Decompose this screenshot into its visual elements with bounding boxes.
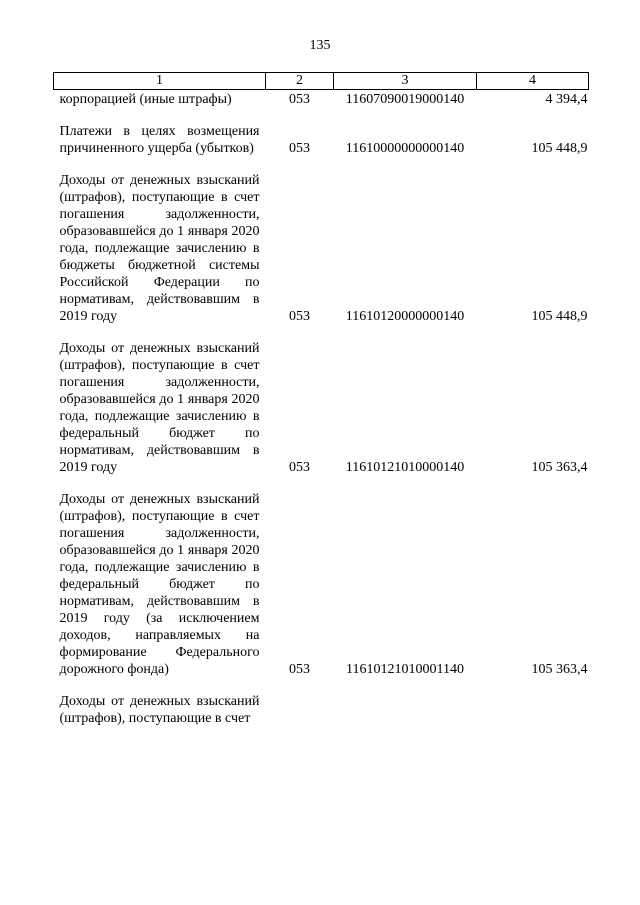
table-row [54, 325, 589, 476]
page-number: 135 [309, 38, 331, 53]
table-header-row [54, 73, 589, 90]
column-header-1: 1 [54, 73, 266, 90]
row-budget-code: 11610121010000140 [345, 460, 465, 475]
table-row [54, 476, 589, 678]
table-row [54, 157, 589, 325]
row-budget-code: 11610121010001140 [346, 662, 464, 677]
row-admin-code [266, 678, 334, 727]
row-description: Доходы от денежных взысканий (штрафов), поступающие в счет погашения задолженности, образовавшейся до 1 января 2020 года, подлежащие зачислению в федеральный бюджет по нормативам, действовавшим в 2019 году (за исключением доходов, направляемых на формирование Федерального дорожного фонда) [59, 492, 260, 677]
row-admin-code: 053 [289, 460, 310, 475]
row-amount: 105 363,4 [531, 460, 588, 475]
row-description: корпорацией (иные штрафы) [59, 92, 232, 107]
row-budget-code: 11607090019000140 [345, 92, 465, 107]
row-description: Доходы от денежных взысканий (штрафов), поступающие в счет погашения задолженности, образовавшейся до 1 января 2020 года, подлежащие зачислению в бюджеты бюджетной системы Российской Федерации по нормативам, действовавшим в 2019 году [59, 173, 260, 324]
row-amount: 105 448,9 [531, 141, 588, 156]
table-row [54, 678, 589, 727]
table-row [54, 108, 589, 157]
row-budget-code: 11610000000000140 [345, 141, 465, 156]
table-row [54, 90, 589, 109]
row-admin-code: 053 [289, 662, 310, 677]
row-description: Платежи в целях возмещения причиненного ущерба (убытков) [59, 124, 260, 156]
row-description: Доходы от денежных взысканий (штрафов), поступающие в счет [59, 694, 260, 726]
column-header-4: 4 [477, 73, 589, 90]
row-amount: 105 448,9 [531, 309, 588, 324]
row-admin-code: 053 [289, 141, 310, 156]
row-admin-code: 053 [289, 309, 310, 324]
row-description: Доходы от денежных взысканий (штрафов), поступающие в счет погашения задолженности, образовавшейся до 1 января 2020 года, подлежащие зачислению в федеральный бюджет по нормативам, действовавшим в 2019 году [59, 341, 260, 475]
row-amount: 105 363,4 [531, 662, 588, 677]
row-budget-code [334, 678, 477, 727]
row-budget-code: 11610120000000140 [345, 309, 465, 324]
column-header-2: 2 [266, 73, 334, 90]
row-amount: 4 394,4 [545, 92, 588, 107]
column-header-3: 3 [334, 73, 477, 90]
row-admin-code: 053 [289, 92, 310, 107]
budget-revenue-table [53, 72, 589, 727]
row-amount [477, 678, 589, 727]
